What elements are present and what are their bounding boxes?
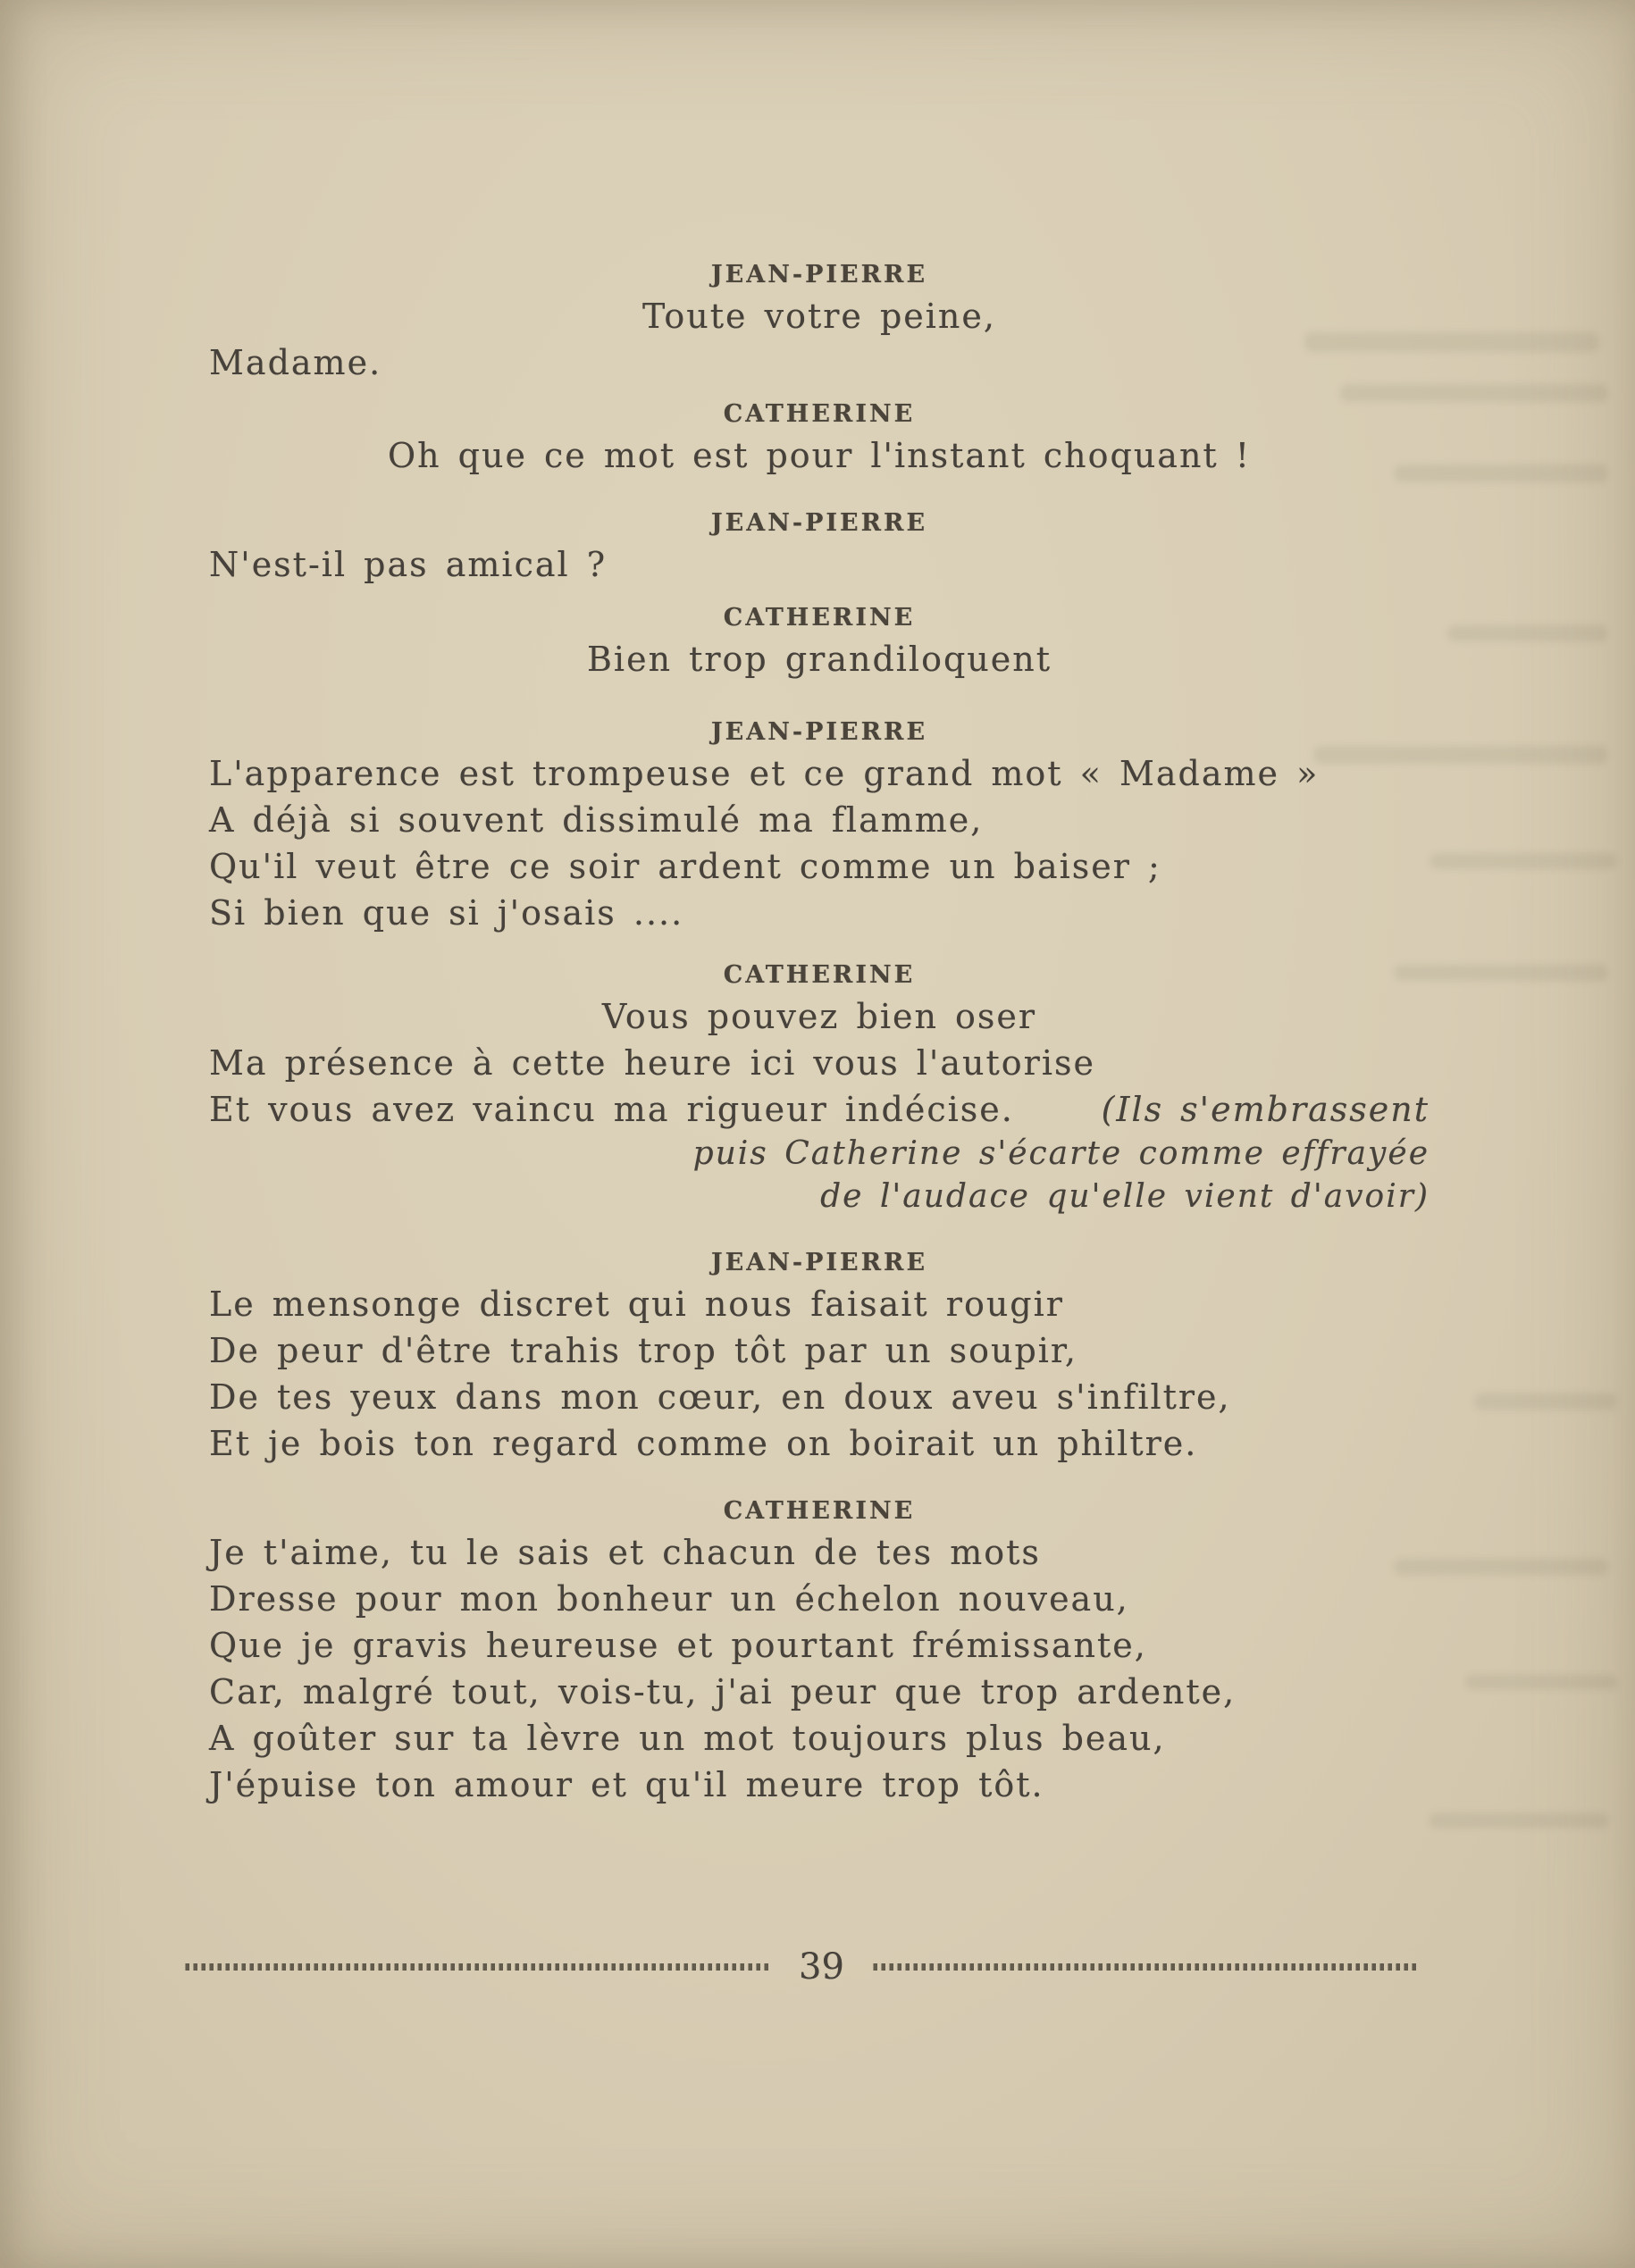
verse-line: Dresse pour mon bonheur un échelon nouveau, (209, 1579, 1129, 1619)
verse-line: Si bien que si j'osais .... (209, 893, 684, 933)
verse-line: J'épuise ton amour et qu'il meure trop tôt. (209, 1765, 1044, 1804)
ink-bleedthrough (1465, 1675, 1617, 1689)
stage-direction-inline: (Ils s'embrassent (1101, 1090, 1430, 1129)
verse-line: Je t'aime, tu le sais et chacun de tes mots (209, 1533, 1041, 1572)
stage-direction: de l'audace qu'elle vient d'avoir) (820, 1178, 1430, 1215)
stage-direction: puis Catherine s'écarte comme effrayée (692, 1135, 1430, 1172)
verse-line: Madame. (209, 343, 382, 382)
verse-line: De tes yeux dans mon cœur, en doux aveu s'infiltre, (209, 1377, 1231, 1417)
decorative-rule-right (873, 1963, 1418, 1971)
dialogue-block-jean-pierre-4 (209, 1245, 1430, 1467)
decorative-rule-left (185, 1963, 770, 1971)
dialogue-block-jean-pierre-2 (209, 506, 1430, 588)
verse-line: A goûter sur ta lèvre un mot toujours plus beau, (209, 1719, 1166, 1758)
speaker-heading: CATHERINE (723, 400, 916, 428)
speaker-heading: JEAN-PIERRE (710, 718, 928, 746)
verse-line: Bien trop grandiloquent (587, 640, 1052, 679)
dialogue-block-jean-pierre-3 (209, 715, 1430, 936)
verse-line-with-stage-direction (209, 1086, 1430, 1133)
dialogue-block-catherine-2 (209, 600, 1430, 682)
verse-line: Qu'il veut être ce soir ardent comme un baiser ; (209, 847, 1161, 886)
text-column (209, 257, 1430, 1808)
ink-bleedthrough (1474, 1393, 1617, 1410)
speaker-heading: CATHERINE (723, 961, 916, 989)
verse-line: De peur d'être trahis trop tôt par un soupir, (209, 1331, 1077, 1370)
verse-line: Ma présence à cette heure ici vous l'autorise (209, 1043, 1095, 1083)
dialogue-block-catherine-3 (209, 958, 1430, 1218)
ink-bleedthrough (1430, 1813, 1608, 1828)
verse-line: Le mensonge discret qui nous faisait rougir (209, 1285, 1064, 1324)
speaker-heading: JEAN-PIERRE (710, 509, 928, 537)
speaker-heading: CATHERINE (723, 604, 916, 632)
page-footer (185, 1947, 1418, 1987)
verse-line: Que je gravis heureuse et pourtant frémissante, (209, 1626, 1147, 1665)
speaker-heading: CATHERINE (723, 1497, 916, 1525)
ink-bleedthrough (1447, 625, 1608, 641)
ink-bleedthrough (1430, 853, 1617, 869)
verse-line: Vous pouvez bien oser (601, 997, 1037, 1036)
verse-line: L'apparence est trompeuse et ce grand mot « Madame » (209, 754, 1320, 793)
verse-line: Car, malgré tout, vois-tu, j'ai peur que trop ardente, (209, 1672, 1237, 1711)
dialogue-block-catherine-1 (209, 397, 1430, 479)
verse-line: Toute votre peine, (642, 297, 996, 336)
verse-line: Et vous avez vaincu ma rigueur indécise. (209, 1090, 1014, 1129)
dialogue-block-catherine-4 (209, 1494, 1430, 1808)
speaker-heading: JEAN-PIERRE (710, 261, 928, 289)
page-number: 39 (799, 1946, 844, 1988)
speaker-heading: JEAN-PIERRE (710, 1249, 928, 1276)
verse-line: N'est-il pas amical ? (209, 545, 608, 584)
verse-line: A déjà si souvent dissimulé ma flamme, (209, 800, 984, 840)
verse-line: Et je bois ton regard comme on boirait un philtre. (209, 1424, 1198, 1463)
dialogue-block-jean-pierre-1 (209, 257, 1430, 386)
verse-line: Oh que ce mot est pour l'instant choquant ! (387, 436, 1252, 475)
